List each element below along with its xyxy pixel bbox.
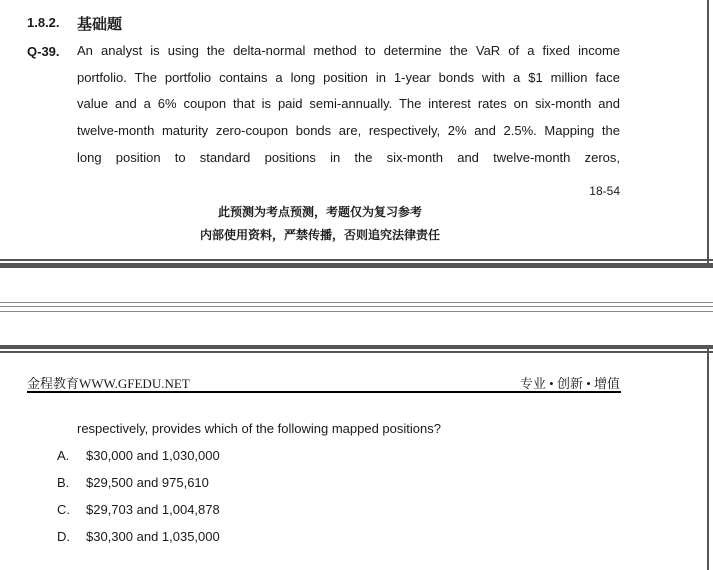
option-text: $29,703 and 1,004,878: [86, 502, 220, 517]
question-line: long position to standard positions in the six-month and twelve-month zeros,: [77, 149, 620, 165]
header-rule: [27, 391, 621, 393]
question-line: portfolio. The portfolio contains a long position in 1-year bonds with a $1 million face: [77, 69, 620, 85]
header-site: 金程教育WWW.GFEDU.NET: [27, 376, 190, 391]
option-letter: B.: [57, 475, 70, 490]
page-bottom-border: [0, 263, 713, 268]
page-right-border: [707, 0, 709, 268]
page-separator: [0, 306, 713, 307]
option-letter: C.: [57, 502, 70, 517]
notice-line: 此预测为考点预测，考题仅为复习参考: [217, 205, 422, 219]
page-right-border: [707, 345, 709, 570]
page-number: 18-54: [589, 184, 620, 198]
section-title: 基础题: [77, 15, 123, 33]
option-text: $30,000 and 1,030,000: [86, 448, 220, 463]
page-bottom-border: [0, 259, 713, 261]
header-slogan: 专业 • 创新 • 增值: [519, 376, 620, 391]
page-top-border: [0, 345, 713, 349]
option-text: $29,500 and 975,610: [86, 475, 209, 490]
page-top-border: [0, 351, 713, 353]
option-text: $30,300 and 1,035,000: [86, 529, 220, 544]
question-label: Q-39.: [27, 44, 60, 59]
page-separator: [0, 311, 713, 312]
section-number: 1.8.2.: [27, 15, 60, 30]
question-line: value and a 6% coupon that is paid semi-annually. The interest rates on six-month and: [77, 96, 620, 112]
notice-line: 内部使用资料，严禁传播，否则追究法律责任: [199, 228, 440, 242]
question-line: twelve-month maturity zero-coupon bonds are, respectively, 2% and 2.5%. Mapping the: [77, 123, 620, 139]
option-letter: D.: [57, 529, 70, 544]
option-letter: A.: [57, 448, 70, 463]
question-text: [77, 38, 620, 171]
question-continuation: respectively, provides which of the following mapped positions?: [77, 421, 441, 436]
page-separator: [0, 302, 713, 303]
question-line: An analyst is using the delta-normal method to determine the VaR of a fixed income: [77, 43, 620, 58]
